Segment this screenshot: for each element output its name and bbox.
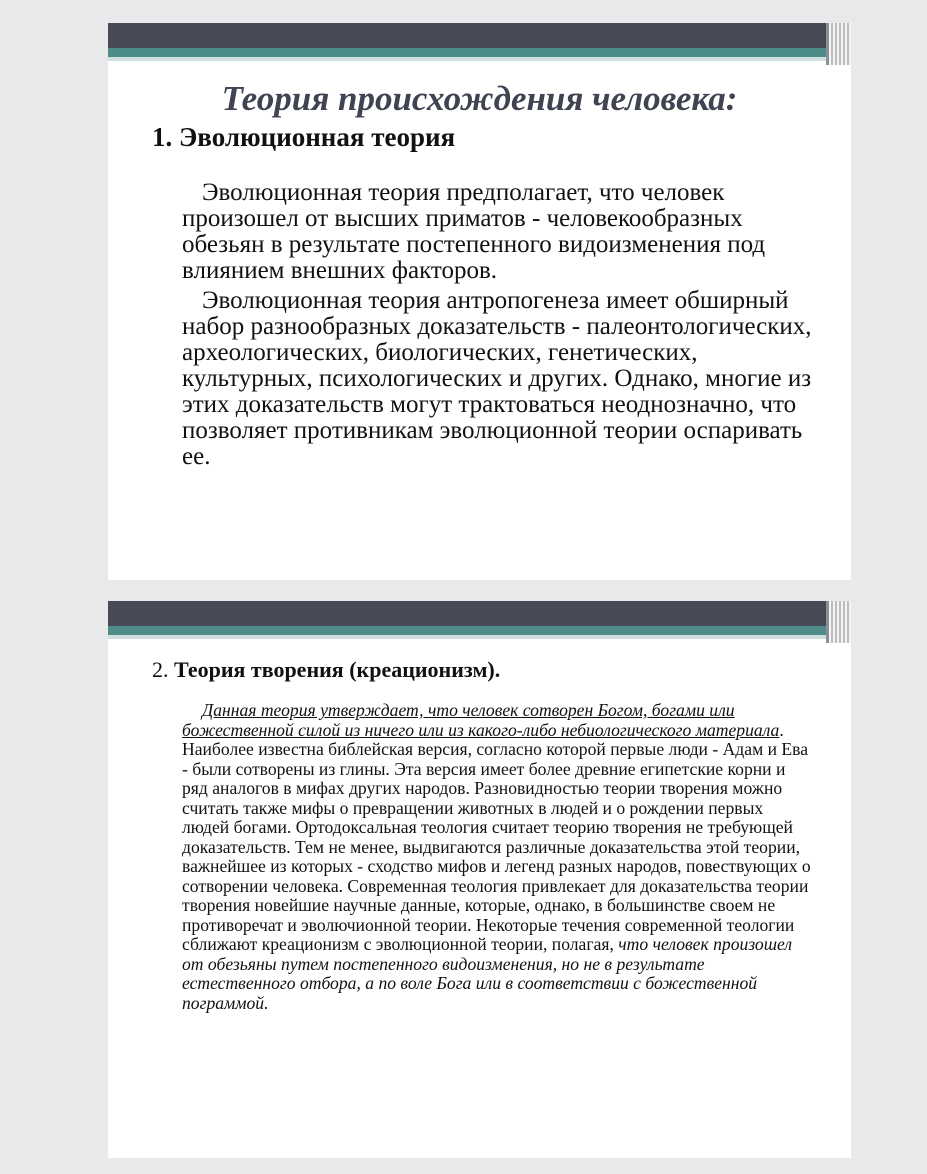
header-bar-teal [108,626,851,635]
header-stripes [829,601,851,643]
section-title: Теория творения (креационизм). [174,657,501,682]
header-stripes [829,23,851,65]
body-text: . Наиболее известна библейская версия, согласно которой первые люди - Адам и Ева - были сотворены из глины. Эта версия имеет более древние египетские корни и ряд аналогов в мифах других народов. Разновидностью теории творения можно считать также мифы о превращении животных в людей и о рождении первых людей богами. Ортодоксальная теология считает теорию творения не требующей доказательств. Тем не менее, выдвигаются различные доказательства этой теории, важнейшее из которых - сходство мифов и легенд разных народов, повествующих о сотворении человека. Современная теология привлекает для доказательства теории творения новейшие научные данные, которые, однако, в большинстве своем не противоречат и эволючионной теории. Некоторые течения современной теологии сближают креационизм с эволюционной теории, полагая, [182,719,811,954]
header-bar-teal [108,48,851,57]
section-heading: 1. Эволюционная теория [152,122,456,152]
paragraph: Эволюционная теория предполагает, что человек произошел от высших приматов - человекообразных обезьян в результате постепенного видоизменения под влиянием внешних факторов. [182,179,766,284]
slide-page-1 [108,23,851,580]
section-heading [152,657,500,683]
slide-body [182,701,812,1013]
header-bar-dark [108,23,851,48]
slide-page-2 [108,601,851,1158]
slide-body [182,180,822,474]
section-number: 2. [152,657,169,682]
closing-italic-text: что человек произошел от обезьяны путем постепенного видоизменения, но не в результате естественного отбора, а по воле Бога или в соответствии с божественной пограммой. [182,934,793,1013]
paragraph: Эволюционная теория антропогенеза имеет обширный набор разнообразных доказательств - палеонтологических, археологических, биологических, генетических, культурных, психологических и других. Однако, многие из этих доказательств могут трактоваться неоднозначно, что позволяет противникам эволюционной теории оспаривать ее. [182,287,812,470]
header-bar-dark [108,601,851,626]
header-bar-light [108,57,851,61]
slide-title: Теория происхождения человека: [221,79,738,118]
lead-sentence: Данная теория утверждает, что человек сотворен Богом, богами или божественной силой из ничего или из какого-либо небиологического материала [182,700,780,740]
header-bar-light [108,635,851,639]
